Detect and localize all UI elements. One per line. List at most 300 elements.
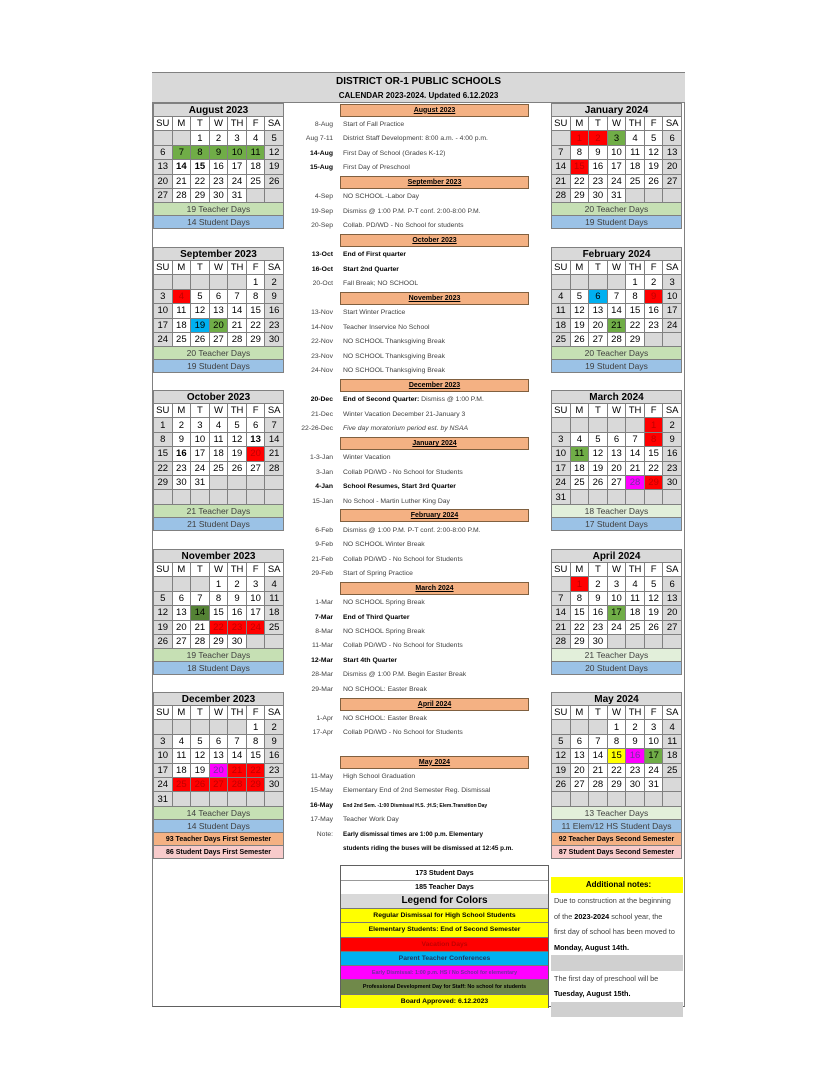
day-cell: 28 xyxy=(265,461,284,475)
day-cell: 28 xyxy=(626,475,645,489)
event-month-header: April 2024 xyxy=(340,698,529,711)
event-row xyxy=(286,770,548,784)
event-date: 16-May xyxy=(309,801,333,809)
day-cell: 25 xyxy=(246,174,265,188)
day-cell: 26 xyxy=(228,461,247,475)
day-cell: 14 xyxy=(228,749,247,763)
event-text: District Staff Development: 8:00 a.m. - 4:00 p.m. xyxy=(343,135,488,143)
event-month-row xyxy=(286,436,548,451)
empty-cell xyxy=(607,634,626,648)
day-cell: 28 xyxy=(552,634,571,648)
day-cell: 20 xyxy=(209,318,228,332)
empty-cell xyxy=(228,490,247,504)
weekday-header: T xyxy=(191,563,210,577)
day-cell: 10 xyxy=(154,749,173,763)
weekday-header: F xyxy=(246,706,265,720)
day-cell: 27 xyxy=(209,332,228,346)
day-cell: 8 xyxy=(570,145,589,159)
event-date: 17-May xyxy=(310,816,333,824)
day-cell: 25 xyxy=(626,174,645,188)
event-description xyxy=(343,813,399,827)
total-student-days: 173 Student Days xyxy=(341,865,548,880)
weekday-header: SA xyxy=(265,404,284,418)
event-text: students riding the buses will be dismissed at 12:45 p.m. xyxy=(343,844,514,852)
day-cell: 20 xyxy=(209,763,228,777)
day-cell: 10 xyxy=(663,289,682,303)
day-cell: 22 xyxy=(570,174,589,188)
day-cell: 19 xyxy=(265,160,284,174)
empty-cell xyxy=(644,792,663,806)
day-cell: 31 xyxy=(228,188,247,202)
day-cell: 23 xyxy=(589,620,608,634)
day-cell: 3 xyxy=(663,275,682,289)
day-cell: 4 xyxy=(209,418,228,432)
empty-cell xyxy=(209,475,228,489)
event-description xyxy=(343,770,415,784)
day-cell: 17 xyxy=(607,606,626,620)
event-date: 21-Feb xyxy=(311,555,333,563)
event-description xyxy=(343,828,483,842)
day-cell: 24 xyxy=(246,620,265,634)
day-cell: 10 xyxy=(191,432,210,446)
empty-cell xyxy=(552,275,571,289)
weekday-header: SU xyxy=(154,117,173,131)
event-description xyxy=(343,524,481,538)
event-text: Early dismissal times are 1:00 p.m. Elementary xyxy=(343,830,484,838)
event-date: 1-Apr xyxy=(316,714,333,722)
day-cell: 3 xyxy=(607,577,626,591)
empty-cell xyxy=(172,490,191,504)
day-cell: 23 xyxy=(228,620,247,634)
day-cell: 15 xyxy=(191,160,210,174)
day-cell: 5 xyxy=(191,734,210,748)
student-days-count: 14 Student Days xyxy=(153,216,284,229)
event-description xyxy=(343,451,390,465)
day-cell: 24 xyxy=(228,174,247,188)
day-cell: 11 xyxy=(265,591,284,605)
legend-item: Regular Dismissal for High School Students xyxy=(341,908,548,922)
day-cell: 14 xyxy=(228,304,247,318)
empty-cell xyxy=(172,577,191,591)
day-cell: 7 xyxy=(552,591,571,605)
weekday-header: M xyxy=(570,563,589,577)
day-cell: 13 xyxy=(589,304,608,318)
event-text: Start 2nd Quarter xyxy=(343,265,399,273)
day-cell: 23 xyxy=(172,461,191,475)
event-date: 15-May xyxy=(310,787,333,795)
event-description xyxy=(343,321,430,335)
event-row xyxy=(286,205,548,219)
event-month-header: December 2023 xyxy=(340,379,529,392)
event-month-row xyxy=(286,378,548,393)
day-cell: 9 xyxy=(589,591,608,605)
day-cell: 11 xyxy=(246,145,265,159)
event-text: NO SCHOOL: Easter Break xyxy=(343,714,427,722)
weekday-header: SU xyxy=(552,404,571,418)
weekday-header: SU xyxy=(552,117,571,131)
day-cell: 26 xyxy=(570,332,589,346)
day-cell: 25 xyxy=(570,475,589,489)
day-cell: 1 xyxy=(607,720,626,734)
event-text: Start Winter Practice xyxy=(343,309,406,317)
event-text: NO SCHOOL Spring Break xyxy=(343,628,425,636)
day-cell: 6 xyxy=(154,145,173,159)
month-title: May 2024 xyxy=(551,692,682,705)
note-line-6: The first day of preschool will be xyxy=(554,973,659,983)
day-cell: 13 xyxy=(570,749,589,763)
weekday-header: TH xyxy=(228,706,247,720)
event-description xyxy=(343,480,456,494)
empty-cell xyxy=(191,490,210,504)
weekday-header: F xyxy=(644,563,663,577)
day-cell: 22 xyxy=(154,461,173,475)
day-cell: 3 xyxy=(644,720,663,734)
event-description xyxy=(343,596,425,610)
day-cell: 11 xyxy=(626,591,645,605)
event-date: 15-Jan xyxy=(312,497,333,505)
weekday-header: TH xyxy=(228,261,247,275)
event-row xyxy=(286,190,548,204)
day-cell: 17 xyxy=(191,447,210,461)
event-date: 20-Oct xyxy=(312,280,333,288)
day-cell: 7 xyxy=(607,289,626,303)
day-cell: 5 xyxy=(552,734,571,748)
note-spacer-2 xyxy=(551,1002,683,1018)
day-cell: 15 xyxy=(209,606,228,620)
day-cell: 17 xyxy=(228,160,247,174)
day-cell: 23 xyxy=(589,174,608,188)
event-row xyxy=(286,161,548,175)
day-cell: 20 xyxy=(172,620,191,634)
event-row xyxy=(286,306,548,320)
empty-cell xyxy=(265,792,284,806)
student-days-count: 19 Student Days xyxy=(153,360,284,373)
day-cell: 5 xyxy=(265,131,284,145)
event-text: Start 4th Quarter xyxy=(343,656,398,664)
event-date: 21-Dec xyxy=(311,410,333,418)
event-description xyxy=(343,248,406,262)
weekday-header: SU xyxy=(154,706,173,720)
weekday-header: T xyxy=(191,117,210,131)
day-cell: 22 xyxy=(191,174,210,188)
weekday-header: M xyxy=(570,261,589,275)
event-text: First Day of School (Grades K-12) xyxy=(343,149,446,157)
weekday-header: F xyxy=(644,117,663,131)
event-date: 22-26-Dec xyxy=(301,425,333,433)
day-cell: 14 xyxy=(589,749,608,763)
day-cell: 16 xyxy=(228,606,247,620)
event-description xyxy=(343,654,397,668)
day-cell: 14 xyxy=(265,432,284,446)
district-title: DISTRICT OR-1 PUBLIC SCHOOLS xyxy=(152,73,685,90)
events-list xyxy=(286,103,548,856)
note-line-4: Monday, August 14th. xyxy=(554,942,629,952)
event-row xyxy=(286,277,548,291)
empty-cell xyxy=(552,577,571,591)
event-text: NO SCHOOL: Easter Break xyxy=(343,685,427,693)
weekday-header: TH xyxy=(228,563,247,577)
day-cell: 30 xyxy=(172,475,191,489)
day-cell: 31 xyxy=(644,777,663,791)
day-cell: 1 xyxy=(209,577,228,591)
day-cell: 23 xyxy=(265,318,284,332)
day-cell: 28 xyxy=(552,188,571,202)
legend-items xyxy=(341,908,548,1008)
day-cell: 18 xyxy=(172,763,191,777)
empty-cell xyxy=(644,634,663,648)
day-cell: 9 xyxy=(589,145,608,159)
weekday-header: SA xyxy=(663,563,682,577)
event-text: NO SCHOOL Thanksgiving Break xyxy=(343,367,445,375)
event-text: Collab PD/WD - No School for Students xyxy=(343,642,463,650)
day-cell: 29 xyxy=(209,634,228,648)
day-cell: 30 xyxy=(209,188,228,202)
day-cell: 22 xyxy=(246,318,265,332)
day-cell: 29 xyxy=(246,332,265,346)
teacher-days-count: 20 Teacher Days xyxy=(551,203,682,216)
event-description xyxy=(343,495,450,509)
day-cell: 22 xyxy=(209,620,228,634)
note-line-1: Due to construction at the beginning xyxy=(554,896,671,905)
event-row xyxy=(286,668,548,682)
note-line-3: first day of school has been moved to xyxy=(554,927,675,936)
day-cell: 6 xyxy=(607,432,626,446)
event-description xyxy=(343,393,484,407)
day-cell: 27 xyxy=(663,620,682,634)
empty-cell xyxy=(607,418,626,432)
day-cell: 15 xyxy=(154,447,173,461)
day-cell: 1 xyxy=(626,275,645,289)
day-cell: 23 xyxy=(265,763,284,777)
event-description xyxy=(343,567,413,581)
day-cell: 21 xyxy=(552,174,571,188)
day-cell: 15 xyxy=(246,304,265,318)
month-calendar xyxy=(153,549,284,675)
day-cell: 5 xyxy=(154,591,173,605)
day-cell: 19 xyxy=(191,763,210,777)
day-cell: 4 xyxy=(172,734,191,748)
event-date: 20-Sep xyxy=(311,222,333,230)
month-title: March 2024 xyxy=(551,390,682,403)
day-cell: 4 xyxy=(265,577,284,591)
day-cell: 23 xyxy=(644,318,663,332)
empty-cell xyxy=(154,490,173,504)
weekday-header: F xyxy=(644,261,663,275)
event-description xyxy=(343,306,405,320)
day-cell: 24 xyxy=(154,777,173,791)
day-cell: 7 xyxy=(265,418,284,432)
event-month-row xyxy=(286,581,548,596)
day-cell: 13 xyxy=(209,304,228,318)
event-date: Note: xyxy=(316,830,333,838)
event-description xyxy=(343,263,399,277)
weekday-header: SA xyxy=(265,261,284,275)
event-date: 16-Oct xyxy=(311,265,333,273)
event-row xyxy=(286,350,548,364)
day-cell: 7 xyxy=(191,591,210,605)
day-cell: 2 xyxy=(626,720,645,734)
event-text: Dismiss @ 1:00 P.M. P-T conf. 2:00-8:00 P.M. xyxy=(343,207,481,215)
day-cell: 29 xyxy=(154,475,173,489)
day-cell: 27 xyxy=(172,634,191,648)
day-cell: 19 xyxy=(552,763,571,777)
event-row xyxy=(286,683,548,697)
empty-cell xyxy=(626,792,645,806)
day-cell: 3 xyxy=(154,734,173,748)
weekday-header: SU xyxy=(154,404,173,418)
student-days-count: 17 Student Days xyxy=(551,518,682,531)
day-cell: 1 xyxy=(246,275,265,289)
weekday-header: T xyxy=(589,261,608,275)
event-date: 6-Feb xyxy=(315,526,333,534)
weekday-header: TH xyxy=(626,404,645,418)
event-row xyxy=(286,828,548,842)
empty-cell xyxy=(209,490,228,504)
student-days-count: 11 Elem/12 HS Student Days xyxy=(551,820,682,833)
empty-cell xyxy=(589,275,608,289)
day-cell: 2 xyxy=(589,131,608,145)
empty-cell xyxy=(570,418,589,432)
empty-cell xyxy=(570,275,589,289)
day-cell: 28 xyxy=(607,332,626,346)
day-cell: 21 xyxy=(228,763,247,777)
semester-teacher-days: 93 Teacher Days First Semester xyxy=(153,833,284,846)
day-cell: 11 xyxy=(626,145,645,159)
student-days-count: 19 Student Days xyxy=(551,360,682,373)
day-cell: 11 xyxy=(552,304,571,318)
event-description xyxy=(343,799,487,813)
day-cell: 29 xyxy=(191,188,210,202)
event-row xyxy=(286,538,548,552)
event-description xyxy=(343,132,488,146)
legend-item: Early Dismissal: 1:00 p.m. HS / No School for elementary xyxy=(341,965,548,979)
day-cell: 20 xyxy=(607,461,626,475)
day-cell: 16 xyxy=(644,304,663,318)
event-text: Start of Fall Practice xyxy=(343,120,405,128)
day-cell: 18 xyxy=(552,318,571,332)
empty-cell xyxy=(626,634,645,648)
day-cell: 3 xyxy=(607,131,626,145)
event-text: Collab PD/WD - No School for Students xyxy=(343,468,463,476)
day-cell: 24 xyxy=(607,174,626,188)
day-cell: 29 xyxy=(570,188,589,202)
event-row xyxy=(286,495,548,509)
month-calendar xyxy=(551,390,682,531)
day-cell: 5 xyxy=(228,418,247,432)
day-cell: 9 xyxy=(265,734,284,748)
day-cell: 2 xyxy=(265,720,284,734)
day-cell: 16 xyxy=(265,304,284,318)
day-cell: 26 xyxy=(265,174,284,188)
day-cell: 27 xyxy=(663,174,682,188)
event-description xyxy=(343,408,465,422)
day-cell: 2 xyxy=(228,577,247,591)
teacher-days-count: 20 Teacher Days xyxy=(551,347,682,360)
day-cell: 11 xyxy=(172,304,191,318)
empty-cell xyxy=(246,792,265,806)
event-text: Elementary End of 2nd Semester Reg. Dismissal xyxy=(343,787,491,795)
day-cell: 13 xyxy=(607,447,626,461)
day-cell: 4 xyxy=(246,131,265,145)
weekday-header: W xyxy=(209,404,228,418)
day-cell: 20 xyxy=(663,160,682,174)
event-month-row xyxy=(286,234,548,249)
event-row xyxy=(286,364,548,378)
day-cell: 1 xyxy=(570,131,589,145)
empty-cell xyxy=(191,792,210,806)
empty-cell xyxy=(663,332,682,346)
day-cell: 12 xyxy=(191,304,210,318)
day-cell: 3 xyxy=(154,289,173,303)
day-cell: 16 xyxy=(589,160,608,174)
event-date: 11-May xyxy=(310,772,333,780)
empty-cell xyxy=(265,634,284,648)
event-description xyxy=(343,422,468,436)
event-month-row xyxy=(286,103,548,118)
day-cell: 25 xyxy=(172,777,191,791)
day-cell: 10 xyxy=(552,447,571,461)
day-cell: 6 xyxy=(663,577,682,591)
weekday-header: SU xyxy=(552,563,571,577)
day-cell: 21 xyxy=(228,318,247,332)
day-cell: 5 xyxy=(570,289,589,303)
day-cell: 10 xyxy=(154,304,173,318)
event-row xyxy=(286,799,548,813)
day-cell: 25 xyxy=(172,332,191,346)
day-cell: 5 xyxy=(644,131,663,145)
event-date: 13-Oct xyxy=(311,251,333,259)
month-title: September 2023 xyxy=(153,247,284,260)
empty-cell xyxy=(570,792,589,806)
weekday-header: SA xyxy=(663,117,682,131)
event-text: End of Second Quarter: xyxy=(343,396,420,404)
weekday-header: TH xyxy=(626,261,645,275)
day-cell: 15 xyxy=(626,304,645,318)
event-row xyxy=(286,118,548,132)
empty-cell xyxy=(246,634,265,648)
event-row xyxy=(286,263,548,277)
month-calendar xyxy=(153,247,284,373)
day-cell: 8 xyxy=(154,432,173,446)
day-cell: 8 xyxy=(246,289,265,303)
weekday-header: T xyxy=(191,261,210,275)
day-cell: 16 xyxy=(589,606,608,620)
event-text: Collab. PD/WD - No School for students xyxy=(343,222,464,230)
event-date: 29-Mar xyxy=(311,685,333,693)
legend-item: Board Approved: 6.12.2023 xyxy=(341,994,548,1008)
day-cell: 17 xyxy=(552,461,571,475)
note-spacer xyxy=(551,955,683,971)
additional-notes xyxy=(551,877,683,1017)
day-cell: 12 xyxy=(265,145,284,159)
day-cell: 26 xyxy=(644,620,663,634)
weekday-header: TH xyxy=(626,117,645,131)
day-cell: 21 xyxy=(607,318,626,332)
event-date: 24-Nov xyxy=(311,367,333,375)
teacher-days-count: 19 Teacher Days xyxy=(153,649,284,662)
event-date: 23-Nov xyxy=(311,352,333,360)
weekday-header: F xyxy=(246,404,265,418)
semester-teacher-days: 92 Teacher Days Second Semester xyxy=(551,833,682,846)
empty-cell xyxy=(663,490,682,504)
day-cell: 31 xyxy=(607,188,626,202)
event-date: 29-Feb xyxy=(311,570,333,577)
event-month-header: May 2024 xyxy=(340,756,529,769)
event-date: 28-Mar xyxy=(311,671,333,679)
day-cell: 1 xyxy=(246,720,265,734)
day-cell: 22 xyxy=(570,620,589,634)
weekday-header: M xyxy=(570,706,589,720)
